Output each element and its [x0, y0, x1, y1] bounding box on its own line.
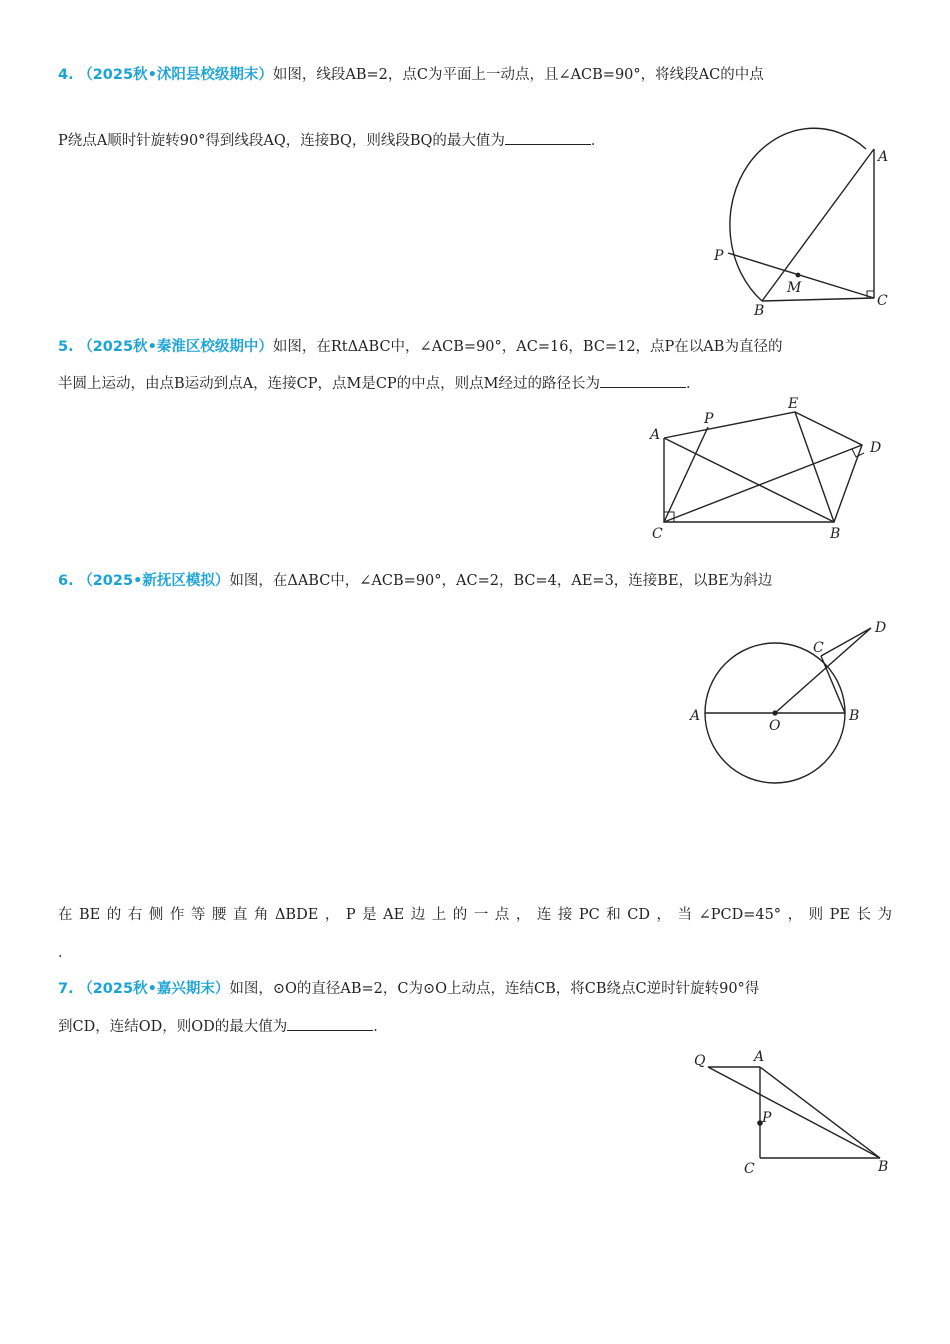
period: ．	[373, 1019, 388, 1035]
segment-AB	[762, 149, 874, 301]
label-A: A	[878, 149, 889, 165]
problem-number: 6.	[58, 573, 74, 589]
center-O	[772, 710, 777, 715]
label-C: C	[813, 640, 824, 656]
problem-text: 如图，⊙O的直径AB=2，C为⊙O上动点，连结CB，将CB绕点C逆时针旋转90°得	[229, 981, 760, 997]
label-A: A	[754, 1049, 765, 1065]
label-D: D	[875, 620, 887, 636]
period: ．	[686, 376, 701, 392]
problem-number: 4.	[58, 67, 74, 83]
point-M	[796, 273, 801, 278]
segment-CB	[821, 656, 845, 713]
label-O: O	[769, 718, 781, 734]
label-B: B	[830, 526, 841, 542]
label-P: P	[714, 248, 724, 264]
problem-number: 5.	[58, 339, 74, 355]
problem-6-line-3	[58, 942, 892, 964]
label-D: D	[870, 440, 882, 456]
problem-7-line-1	[58, 978, 892, 1000]
label-P: P	[762, 1110, 772, 1126]
problem-6-line-1	[58, 570, 892, 592]
problem-text: P绕点A顺时针旋转90°得到线段AQ，连接BQ，则线段BQ的最大值为	[58, 133, 505, 149]
problem-4-line-1	[58, 64, 892, 86]
problem-text: 如图，线段AB=2，点C为平面上一动点，且∠ACB=90°，将线段AC的中点	[272, 67, 764, 83]
label-C: C	[744, 1161, 755, 1177]
problem-number: 7.	[58, 981, 74, 997]
label-A: A	[690, 708, 701, 724]
answer-blank	[505, 130, 591, 145]
label-B: B	[754, 303, 765, 319]
problem-text: 在BE的右侧作等腰直角ΔBDE，P是AE边上的一点，连接PC和CD，当∠PCD=45°，则PE长为	[58, 907, 892, 923]
period: ．	[590, 133, 606, 149]
label-M: M	[787, 280, 802, 296]
problem-5-line-2	[58, 373, 892, 395]
period: ．	[58, 945, 73, 961]
problem-source: （2025•新抚区模拟）	[78, 573, 230, 589]
segment-QB	[708, 1067, 880, 1158]
label-C: C	[652, 526, 663, 542]
label-Q: Q	[694, 1053, 706, 1069]
problem-6-line-2	[58, 904, 892, 926]
outline	[664, 412, 862, 522]
problem-source: （2025秋•秦淮区校级期中）	[78, 339, 273, 355]
problem-5-line-1	[58, 336, 892, 358]
figure-4	[690, 1045, 900, 1180]
figure-1	[700, 125, 900, 325]
label-B: B	[849, 708, 860, 724]
problem-source: （2025秋•沭阳县校级期末）	[78, 67, 273, 83]
segment-BC	[762, 298, 874, 301]
right-angle-mark-D	[852, 449, 864, 457]
segment-CD	[821, 628, 871, 656]
problem-text: 如图，在ΔABC中，∠ACB=90°，AC=2，BC=4，AE=3，连接BE，以BE为斜边	[229, 573, 773, 589]
problem-source: （2025秋•嘉兴期末）	[78, 981, 230, 997]
problem-7-line-2	[58, 1016, 892, 1038]
label-A: A	[650, 427, 661, 443]
answer-blank	[600, 373, 686, 388]
problem-text: 到CD，连结OD，则OD的最大值为	[58, 1019, 288, 1035]
label-B: B	[878, 1159, 889, 1175]
problem-text: 如图，在RtΔABC中，∠ACB=90°，AC=16，BC=12，点P在以AB为直径的	[272, 339, 783, 355]
label-P: P	[704, 411, 714, 427]
problem-text: 半圆上运动，由点B运动到点A，连接CP，点M是CP的中点，则点M经过的路径长为	[58, 376, 601, 392]
answer-blank	[287, 1016, 373, 1031]
figure-3	[685, 612, 895, 792]
label-E: E	[788, 396, 799, 412]
segment-AB	[760, 1067, 880, 1158]
figure-2	[640, 395, 900, 545]
label-C: C	[877, 293, 888, 309]
